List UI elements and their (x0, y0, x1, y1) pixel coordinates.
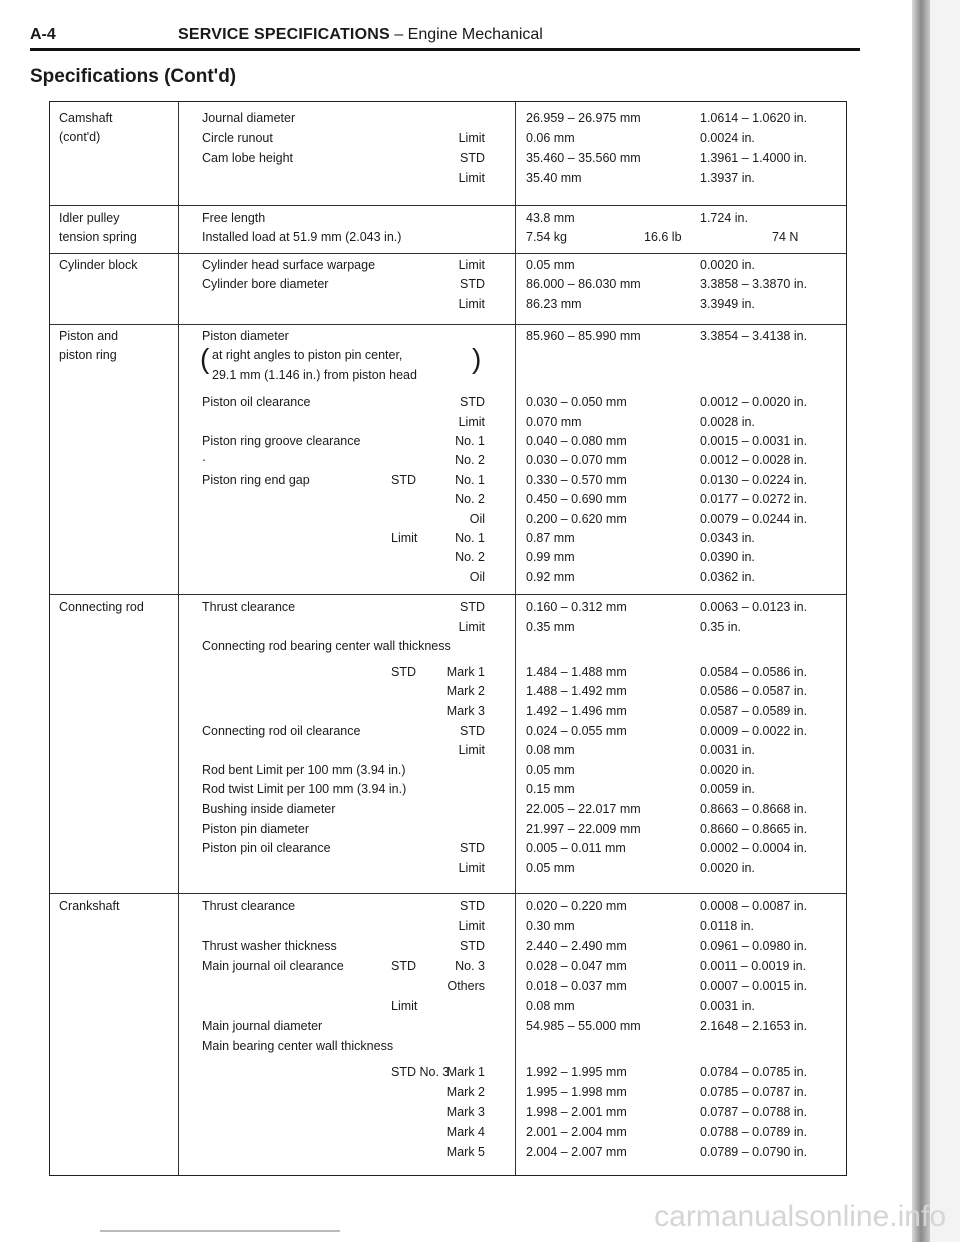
spec-qualifier: Limit (458, 414, 485, 429)
spec-item: Cam lobe height (202, 151, 294, 165)
spec-item: Piston pin diameter (202, 821, 310, 836)
metric-value: 0.200 – 0.620 mm (526, 511, 627, 526)
group-label: Idler pulley (59, 211, 120, 225)
spec-qualifier: Limit (458, 131, 485, 145)
english-value: 0.8663 – 0.8668 in. (700, 802, 808, 816)
row-divider (50, 324, 846, 325)
metric-value: 0.05 mm (526, 258, 575, 272)
english-value: 0.0031 in. (700, 999, 755, 1013)
spec-qualifier: No. 3 (455, 959, 485, 973)
spec-item: Bushing inside diameter (202, 802, 336, 816)
spec-item: Piston pin oil clearance (202, 841, 331, 856)
english-value: 0.0020 in. (700, 860, 755, 875)
spec-item: Thrust clearance (202, 899, 296, 913)
english-value: 0.0012 – 0.0028 in. (700, 453, 808, 468)
english-value: 0.0130 – 0.0224 in. (700, 472, 808, 487)
metric-value: 0.040 – 0.080 mm (526, 434, 627, 448)
page-margin (930, 0, 960, 1242)
spec-item: Rod bent Limit per 100 mm (3.94 in.) (202, 762, 406, 777)
spec-qualifier: Limit (458, 258, 485, 272)
english-value: 1.3961 – 1.4000 in. (700, 151, 808, 165)
spec-qualifier: STD (460, 151, 485, 165)
english-value: 0.0011 – 0.0019 in. (700, 959, 807, 973)
page-header (30, 26, 860, 48)
english-value: 0.0118 in. (700, 919, 754, 933)
spec-qualifier: STD (460, 723, 485, 738)
metric-value: 54.985 – 55.000 mm (526, 1019, 641, 1033)
metric-value: 0.020 – 0.220 mm (526, 899, 627, 913)
spec-item: Main bearing center wall thickness (202, 1039, 394, 1053)
metric-value: 1.995 – 1.998 mm (526, 1085, 627, 1099)
english-value: 0.0008 – 0.0087 in. (700, 899, 808, 913)
row-divider (50, 253, 846, 254)
spec-qualifier: Limit (458, 743, 485, 758)
specifications-table (49, 101, 847, 1176)
group-label: Camshaft (59, 111, 113, 125)
spec-item: Thrust washer thickness (202, 939, 337, 953)
metric-value: 0.30 mm (526, 919, 575, 933)
metric-value: 0.87 mm (526, 531, 575, 545)
spec-qualifier: Limit (458, 171, 485, 185)
english-value: 0.0788 – 0.0789 in. (700, 1125, 808, 1139)
metric-value: 0.450 – 0.690 mm (526, 492, 627, 507)
metric-value: 21.997 – 22.009 mm (526, 821, 641, 836)
metric-value: 43.8 mm (526, 211, 575, 225)
metric-value: 0.08 mm (526, 999, 575, 1013)
spec-qualifier: No. 2 (455, 453, 485, 468)
spec-qualifier: No. 2 (455, 550, 485, 565)
english-value: 0.0177 – 0.0272 in. (700, 492, 808, 507)
spec-item: Free length (202, 211, 266, 225)
spec-item: Connecting rod bearing center wall thickness (202, 639, 451, 654)
spec-qualifier: Mark 1 (446, 1065, 485, 1079)
english-value: 0.0059 in. (700, 782, 755, 797)
english-value: 0.0789 – 0.0790 in. (700, 1145, 808, 1159)
english-value: 0.0343 in. (700, 531, 755, 545)
metric-value: 86.000 – 86.030 mm (526, 277, 641, 292)
spec-qualifier: Limit (458, 296, 485, 311)
spec-item: Cylinder head surface warpage (202, 258, 376, 272)
english-value: 1.724 in. (700, 211, 748, 225)
english-value: 0.0961 – 0.0980 in. (700, 939, 808, 953)
metric-value: 85.960 – 85.990 mm (526, 329, 641, 343)
footer-rule (100, 1230, 340, 1232)
spec-qualifier: STD (460, 395, 485, 410)
english-value: 16.6 lb (644, 230, 682, 245)
english-value: 0.0587 – 0.0589 in. (700, 704, 808, 718)
group-label: Connecting rod (59, 600, 144, 614)
spec-qualifier: STD (460, 899, 485, 913)
spec-item: · (202, 453, 207, 468)
metric-value: 0.024 – 0.055 mm (526, 723, 627, 738)
english-value: 0.0002 – 0.0004 in. (700, 841, 808, 856)
metric-value: 1.492 – 1.496 mm (526, 704, 627, 718)
metric-value: 0.05 mm (526, 762, 575, 777)
english-value: 0.0079 – 0.0244 in. (700, 511, 808, 526)
english-value: 3.3858 – 3.3870 in. (700, 277, 808, 292)
metric-value: 1.998 – 2.001 mm (526, 1105, 627, 1119)
header-title (178, 26, 543, 44)
metric-value: 1.488 – 1.492 mm (526, 684, 627, 699)
metric-value: 2.004 – 2.007 mm (526, 1145, 627, 1159)
english-value: 0.8660 – 0.8665 in. (700, 821, 808, 836)
metric-value: 22.005 – 22.017 mm (526, 802, 641, 816)
group-label: tension spring (59, 230, 137, 245)
spec-qualifier: STD (460, 600, 485, 614)
spec-item: Piston oil clearance (202, 395, 311, 410)
english-value: 0.0028 in. (700, 414, 755, 429)
english-value: 3.3854 – 3.4138 in. (700, 329, 808, 343)
close-bracket: ) (472, 343, 482, 375)
spec-item: Installed load at 51.9 mm (2.043 in.) (202, 230, 402, 245)
spec-qualifier: Oil (469, 511, 485, 526)
spec-item: Main journal oil clearance (202, 959, 344, 973)
spec-subqualifier: STD (391, 472, 416, 487)
spec-subqualifier: Limit (391, 531, 418, 545)
header-section: SERVICE SPECIFICATIONS (178, 26, 390, 43)
group-label: (cont'd) (59, 130, 101, 145)
spec-item: Piston diameter (202, 329, 289, 343)
spec-subqualifier: STD (391, 959, 416, 973)
english-value: 0.0586 – 0.0587 in. (700, 684, 808, 699)
english-value: 0.0784 – 0.0785 in. (700, 1065, 808, 1079)
row-divider (50, 205, 846, 206)
spec-qualifier: STD (460, 939, 485, 953)
value-column-divider (515, 102, 516, 1175)
english-value: 0.0031 in. (700, 743, 755, 758)
row-divider (50, 594, 846, 595)
metric-value: 2.001 – 2.004 mm (526, 1125, 627, 1139)
metric-value: 0.08 mm (526, 743, 575, 758)
spec-qualifier: Limit (458, 619, 485, 634)
spec-item: 29.1 mm (1.146 in.) from piston head (212, 367, 417, 382)
spec-qualifier: STD (460, 841, 485, 856)
english-value: 3.3949 in. (700, 296, 755, 311)
english-value: 1.3937 in. (700, 171, 755, 185)
metric-value: 0.05 mm (526, 860, 575, 875)
metric-value: 0.92 mm (526, 569, 575, 584)
spec-item: Journal diameter (202, 111, 296, 125)
english-value: 2.1648 – 2.1653 in. (700, 1019, 808, 1033)
metric-value: 26.959 – 26.975 mm (526, 111, 641, 125)
metric-value: 0.030 – 0.070 mm (526, 453, 627, 468)
group-label: Cylinder block (59, 258, 138, 272)
spec-qualifier: No. 2 (455, 492, 485, 507)
spec-qualifier: STD (460, 277, 485, 292)
metric-value: 35.460 – 35.560 mm (526, 151, 641, 165)
metric-value: 0.005 – 0.011 mm (526, 841, 626, 856)
english-value: 0.35 in. (700, 619, 742, 634)
spec-subqualifier: Limit (391, 999, 418, 1013)
spec-qualifier: Limit (458, 919, 485, 933)
group-label: Crankshaft (59, 899, 120, 913)
group-label: piston ring (59, 348, 117, 363)
metric-value: 0.330 – 0.570 mm (526, 472, 627, 487)
spec-qualifier: Mark 1 (446, 664, 485, 679)
english-value: 0.0785 – 0.0787 in. (700, 1085, 808, 1099)
spec-qualifier: Mark 2 (446, 684, 485, 699)
spec-subqualifier: STD (391, 664, 416, 679)
spec-qualifier: Mark 3 (446, 704, 485, 718)
english-value: 0.0390 in. (700, 550, 755, 565)
spec-qualifier: Mark 5 (446, 1145, 485, 1159)
metric-value: 1.484 – 1.488 mm (526, 664, 627, 679)
page-number: A-4 (30, 26, 56, 43)
metric-value: 0.070 mm (526, 414, 582, 429)
metric-value: 35.40 mm (526, 171, 582, 185)
page-title: Specifications (Cont'd) (30, 66, 237, 87)
spec-item: Piston ring end gap (202, 472, 310, 487)
spec-item: Circle runout (202, 131, 273, 145)
spec-subqualifier: STD No. 3 (391, 1065, 450, 1079)
english-value: 0.0024 in. (700, 131, 755, 145)
spec-item: Connecting rod oil clearance (202, 723, 361, 738)
metric-value: 0.15 mm (526, 782, 575, 797)
metric-value: 1.992 – 1.995 mm (526, 1065, 627, 1079)
english-value: 0.0787 – 0.0788 in. (700, 1105, 808, 1119)
spec-item: Piston ring groove clearance (202, 434, 361, 448)
open-bracket: ( (200, 343, 210, 375)
english-value: 0.0012 – 0.0020 in. (700, 395, 808, 410)
spec-qualifier: Others (447, 979, 485, 993)
watermark: carmanualsonline.info (654, 1200, 946, 1233)
english-value: 0.0020 in. (700, 762, 755, 777)
header-rule (30, 48, 860, 51)
spec-item: Cylinder bore diameter (202, 277, 329, 292)
metric-value: 7.54 kg (526, 230, 568, 245)
english-value: 0.0009 – 0.0022 in. (700, 723, 808, 738)
spec-qualifier: Mark 4 (446, 1125, 485, 1139)
spec-qualifier: No. 1 (455, 472, 485, 487)
metric-value: 0.018 – 0.037 mm (526, 979, 627, 993)
group-label: Piston and (59, 329, 119, 343)
spec-qualifier: Limit (458, 860, 485, 875)
english-value: 0.0063 – 0.0123 in. (700, 600, 808, 614)
spec-qualifier: Mark 3 (446, 1105, 485, 1119)
spec-item: Thrust clearance (202, 600, 296, 614)
english-value: 0.0020 in. (700, 258, 755, 272)
newton-value: 74 N (772, 230, 799, 245)
spec-qualifier: Oil (469, 569, 485, 584)
spec-qualifier: No. 1 (455, 531, 485, 545)
english-value: 1.0614 – 1.0620 in. (700, 111, 808, 125)
metric-value: 0.028 – 0.047 mm (526, 959, 627, 973)
metric-value: 0.030 – 0.050 mm (526, 395, 627, 410)
english-value: 0.0584 – 0.0586 in. (700, 664, 808, 679)
metric-value: 0.160 – 0.312 mm (526, 600, 627, 614)
spec-item: Rod twist Limit per 100 mm (3.94 in.) (202, 782, 407, 797)
spec-qualifier: Mark 2 (446, 1085, 485, 1099)
row-divider (50, 893, 846, 894)
english-value: 0.0007 – 0.0015 in. (700, 979, 808, 993)
english-value: 0.0015 – 0.0031 in. (700, 434, 808, 448)
metric-value: 0.99 mm (526, 550, 575, 565)
metric-value: 0.06 mm (526, 131, 575, 145)
metric-value: 2.440 – 2.490 mm (526, 939, 627, 953)
english-value: 0.0362 in. (700, 569, 755, 584)
metric-value: 86.23 mm (526, 296, 582, 311)
spec-item: Main journal diameter (202, 1019, 323, 1033)
spec-qualifier: No. 1 (455, 434, 485, 448)
binding-edge (912, 0, 930, 1242)
spec-item: at right angles to piston pin center, (212, 348, 403, 363)
group-column-divider (178, 102, 179, 1175)
metric-value: 0.35 mm (526, 619, 575, 634)
header-subsection: – Engine Mechanical (394, 26, 543, 43)
